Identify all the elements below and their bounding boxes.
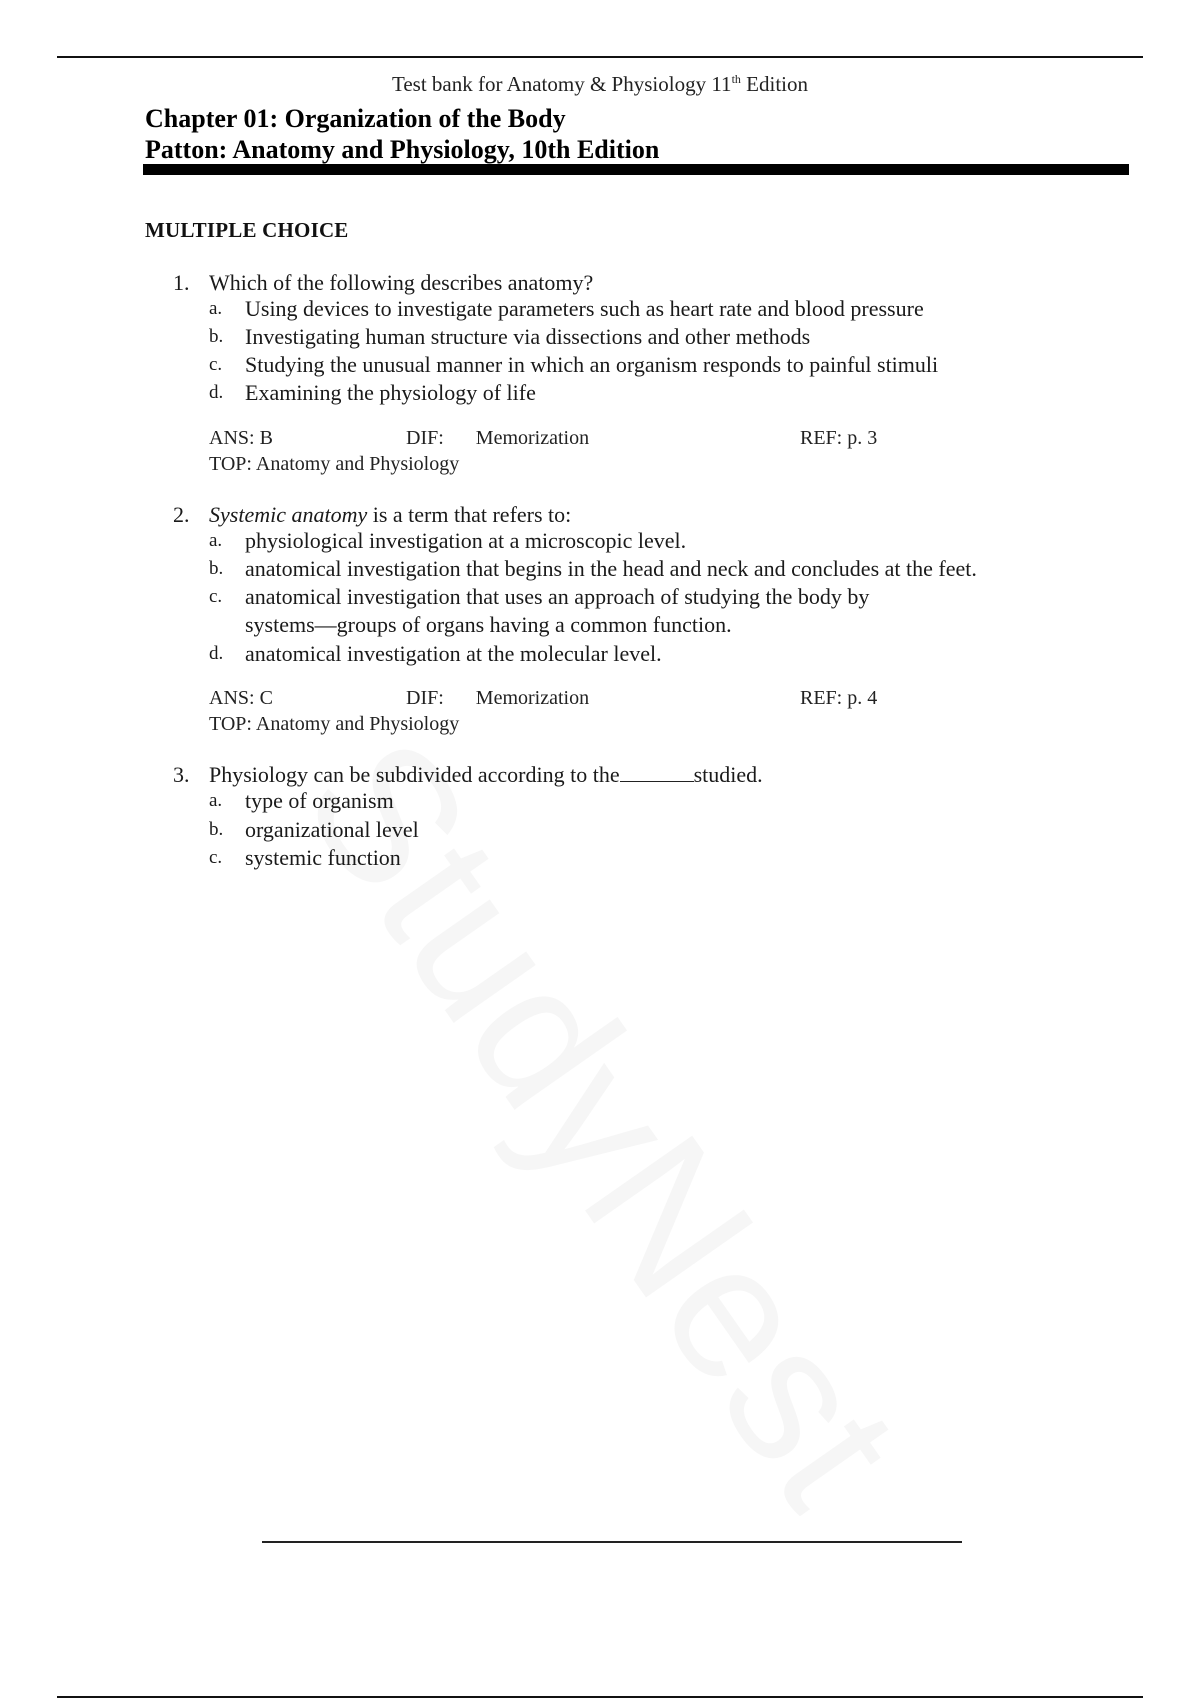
option-text: Using devices to investigate parameters such as heart rate and blood pressure xyxy=(245,296,924,321)
top-rule xyxy=(57,56,1143,58)
option-text: physiological investigation at a microscopic level. xyxy=(245,528,687,553)
option-letter: c. xyxy=(209,586,223,607)
option-text: systemic function xyxy=(245,845,401,870)
page-reference: REF: p. 3 xyxy=(800,427,878,449)
heading-rule xyxy=(143,164,1129,175)
question-text: Which of the following describes anatomy? xyxy=(209,270,594,295)
option-letter: b. xyxy=(209,326,224,347)
option-text: anatomical investigation that begins in the head and neck and concludes at the feet. xyxy=(245,556,977,581)
question-number: 1. xyxy=(173,270,190,295)
option-letter: a. xyxy=(209,298,223,319)
page-header: Test bank for Anatomy & Physiology 11th Edition xyxy=(391,72,808,96)
answer-key: ANS: B xyxy=(209,427,273,449)
option-text: Investigating human structure via dissections and other methods xyxy=(245,324,811,349)
option-letter: c. xyxy=(209,847,223,868)
option-letter: d. xyxy=(209,643,224,664)
question-text: Physiology can be subdivided according to the studied. xyxy=(209,762,763,787)
difficulty: DIF: Memorization xyxy=(406,687,590,709)
topic: TOP: Anatomy and Physiology xyxy=(209,453,460,475)
option-letter: c. xyxy=(209,354,223,375)
question-text: Systemic anatomy is a term that refers to: xyxy=(209,502,572,527)
section-heading: MULTIPLE CHOICE xyxy=(145,218,349,242)
option-text: anatomical investigation at the molecular level. xyxy=(245,641,662,666)
option-text: anatomical investigation that uses an approach of studying the body by xyxy=(245,584,870,609)
option-letter: a. xyxy=(209,530,223,551)
option-text: Examining the physiology of life xyxy=(245,380,536,405)
difficulty: DIF: Memorization xyxy=(406,427,590,449)
answer-key: ANS: C xyxy=(209,687,273,709)
chapter-title: Chapter 01: Organization of the Body xyxy=(145,104,566,133)
topic: TOP: Anatomy and Physiology xyxy=(209,713,460,735)
option-text: organizational level xyxy=(245,817,419,842)
option-text-continued: systems—groups of organs having a common function. xyxy=(245,612,732,637)
option-letter: a. xyxy=(209,790,223,811)
bottom-rule xyxy=(57,1696,1143,1698)
option-letter: b. xyxy=(209,558,224,579)
footer-rule xyxy=(262,1541,962,1543)
option-letter: d. xyxy=(209,382,224,403)
answer-blank xyxy=(620,763,694,782)
question-number: 2. xyxy=(173,502,190,527)
page-reference: REF: p. 4 xyxy=(800,687,878,709)
option-text: Studying the unusual manner in which an organism responds to painful stimuli xyxy=(245,352,939,377)
option-letter: b. xyxy=(209,819,224,840)
question-number: 3. xyxy=(173,762,190,787)
book-title: Patton: Anatomy and Physiology, 10th Edition xyxy=(145,135,660,164)
option-text: type of organism xyxy=(245,788,394,813)
